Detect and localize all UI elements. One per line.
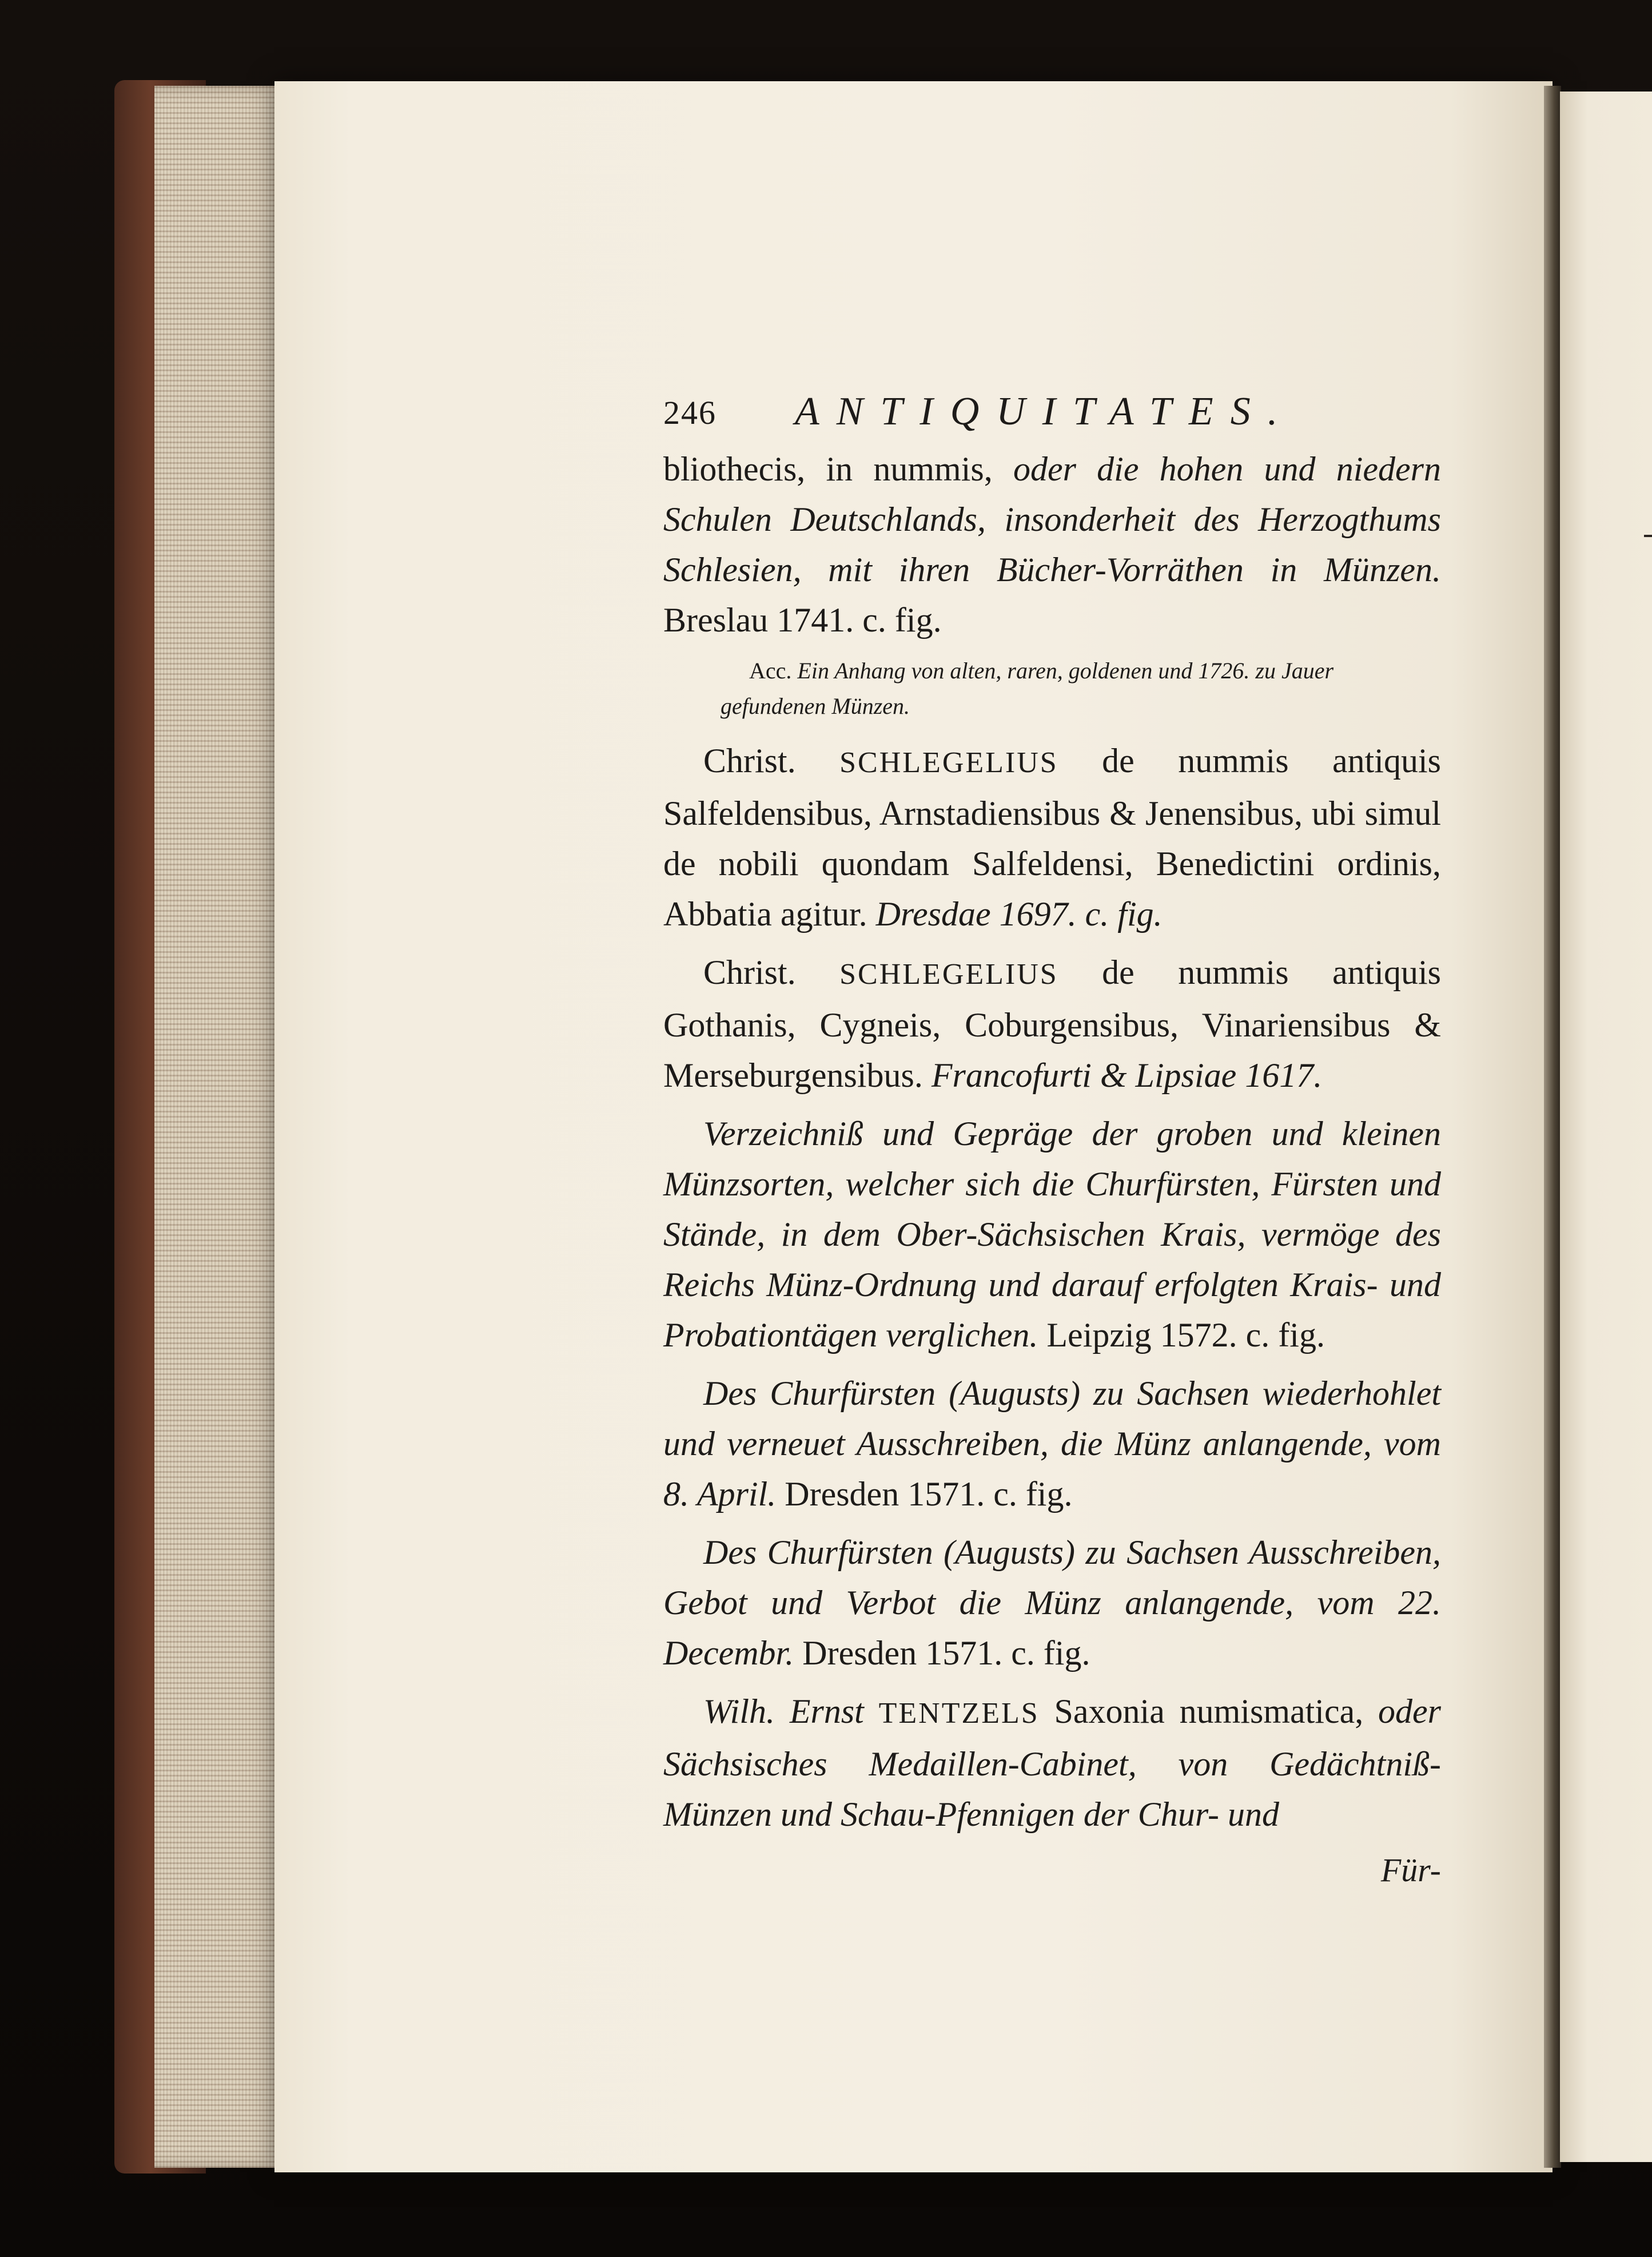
note-text-2: gefundenen Münzen. [720,693,910,719]
facing-page [1560,92,1652,2162]
entry-5 [663,1368,1441,1519]
note-prefix: Acc. [749,658,792,684]
entry-1-note [663,653,1441,724]
entry-3 [663,947,1441,1100]
entry-6 [663,1527,1441,1678]
entry-2 [663,736,1441,939]
entry-2-title: de nummis antiquis Salfeldensibus, Arnstadiensibus & Jenensibus, ubi simul de nobili quondam Salfeldensi, Benedictini ordinis, Abbatia agitur. [663,742,1441,933]
entry-7 [663,1686,1441,1839]
entry-6-imprint: Dresden 1571. c. fig. [802,1634,1090,1672]
entry-3-title: de nummis antiquis Gothanis, Cygneis, Coburgensibus, Vinariensibus & Merseburgensibus. [663,953,1441,1094]
entry-2-lead: Christ. [703,742,796,780]
note-text-1: Ein Anhang von alten, raren, goldenen und 1726. zu Jauer [797,658,1334,684]
entry-7-subtitle: oder Sächsisches Medaillen-Cabinet, von Gedächtniß-Münzen und Schau-Pfennigen der Chur- und [663,1692,1442,1833]
entry-2-author: SCHLEGELIUS [839,746,1058,779]
entry-3-author: SCHLEGELIUS [839,958,1058,991]
page-number: 246 [663,394,716,431]
entry-2-imprint: Dresdae 1697. c. fig. [875,895,1163,933]
entry-5-imprint: Dresden 1571. c. fig. [785,1475,1073,1513]
entry-4-imprint: Leipzig 1572. c. fig. [1046,1316,1325,1354]
gutter [1544,86,1561,2168]
entry-7-author: TENTZELS [878,1697,1040,1730]
entry-3-imprint: Francofurti & Lipsiae 1617. [931,1056,1323,1094]
entry-1-imprint: Breslau 1741. c. fig. [663,601,942,639]
page-header [663,389,1441,440]
entry-7-title: Saxonia numismatica, [1054,1692,1364,1730]
entry-5-title: Des Churfürsten (Augusts) zu Sachsen wiederhohlet und verneuet Ausschreiben, die Münz anlangende, vom 8. April. [663,1374,1441,1513]
entry-3-lead: Christ. [703,953,796,991]
running-title: ANTIQUITATES. [795,390,1295,434]
entry-1-lead: bliothecis, in nummis, [663,450,993,488]
entry-4 [663,1108,1441,1360]
catchword: Für- [1380,1851,1441,1889]
facing-page-mark [1644,535,1652,537]
text-block [663,389,1441,1893]
entry-7-lead: Wilh. Ernst [703,1692,864,1730]
entry-1 [663,444,1441,645]
entry-6-title: Des Churfürsten (Augusts) zu Sachsen Ausschreiben, Gebot und Verbot die Münz anlangende, vom 22. Decembr. [663,1533,1441,1672]
entry-4-title: Verzeichniß und Gepräge der groben und kleinen Münzsorten, welcher sich die Churfürsten, Fürsten und Stände, in dem Ober-Sächsischen Krais, vermöge des Reichs Münz-Ordnung und darauf erfolgten Krais- und Probationtägen verglichen. [663,1115,1441,1354]
entry-1-title: oder die hohen und niedern Schulen Deutschlands, insonderheit des Herzogthums Schlesien, mit ihren Bücher-Vorräthen in Münzen. [663,450,1442,589]
